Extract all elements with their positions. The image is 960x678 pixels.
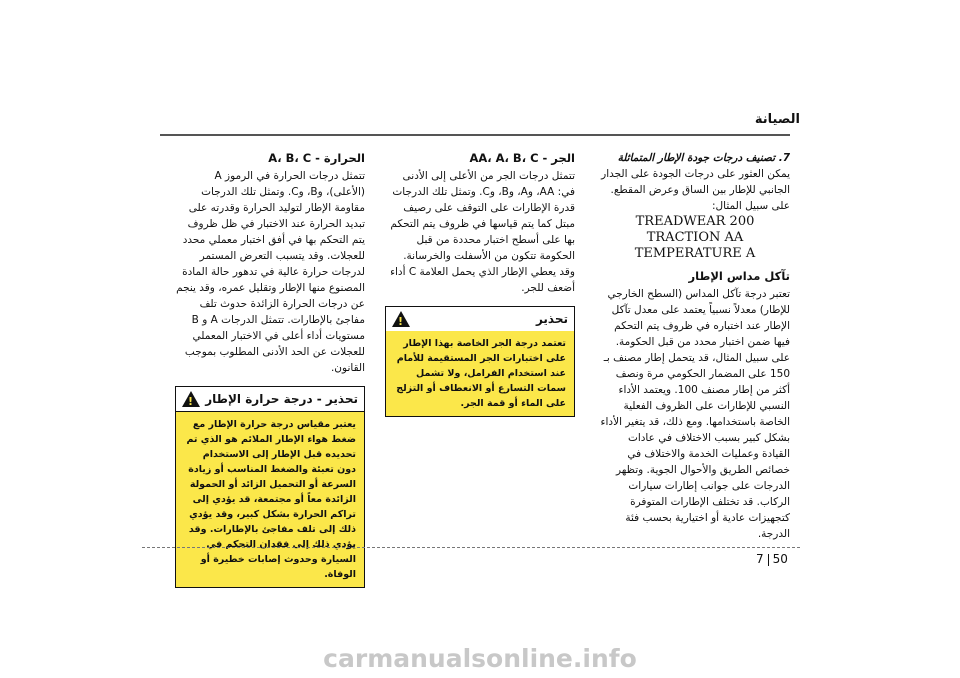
tread-quality-title: تصنيف درجات جودة الإطار المتماثلة <box>617 152 776 164</box>
treadwear-subheading: تآكل مداس الإطار <box>688 269 790 283</box>
traction-body: تتمثل درجات الجر من الأعلى إلى الأدنى في: AA، وA، وB، وC. وتمثل تلك الدرجات قدرة الإطارات على التوقف على رصيف مبتل كما يتم قياسها في ظروف يتم التحكم بها على أسطح اختبار محددة من قبل الحكومة تتكون من الأسفلت والخرسانة. وقد يعطي الإطار الذي يحمل العلامة C أداء أضعف للجر. <box>390 170 575 294</box>
column-tread-quality <box>600 150 790 542</box>
temperature-heading: الحرارة - A، B، C <box>268 151 365 165</box>
watermark: carmanualsonline.info <box>323 644 637 673</box>
temperature-value: TEMPERATURE A <box>634 246 756 261</box>
traction-heading: الجر - AA، A، B، C <box>469 151 575 165</box>
traction-warning-body: تعتمد درجة الجر الخاصة بهذا الإطار على اختبارات الجر المستقيمة للأمام عند استخدام الفرامل، ولا تشمل سمات التسارع أو الانعطاف أو التزلج على الماء أو قمة الجر. <box>386 331 574 416</box>
bottom-divider <box>142 547 800 548</box>
temperature-warning-header <box>176 387 364 412</box>
top-divider <box>160 134 790 136</box>
section-title: الصيانة <box>754 112 800 127</box>
tread-quality-intro: يمكن العثور على درجات الجودة على الجدار الجانبي للإطار بين الساق وعرض المقطع. <box>601 168 790 196</box>
temperature-warning-body: يعتبر مقياس درجة حرارة الإطار مع ضغط هواء الإطار الملائم هو الذي تم تحديده قبل الإطار إلى الاستخدام دون تعبئة والضغط المناسب أو زيادة السرعة أو التحميل الزائد أو الحمولة الزائدة معاً أو مجتمعة، قد يؤدي إلى تراكم الحرارة بشكل كبير، وقد يؤدي ذلك إلى تلف مفاجئ بالإطارات. وقد يؤدي ذلك إلى فقدان التحكم في السيارة وحدوث إصابات خطيرة أو الوفاة. <box>176 412 364 587</box>
temperature-warning-title: تحذير - درجة حرارة الإطار <box>205 392 358 406</box>
traction-warning-header <box>386 307 574 331</box>
chapter-number: 7 <box>756 552 764 566</box>
traction-warning-title: تحذير <box>535 312 568 326</box>
traction-value: TRACTION AA <box>646 230 744 245</box>
page-number-value: 50 <box>772 552 788 566</box>
item-number: 7. <box>778 152 790 164</box>
column-traction <box>385 150 575 417</box>
treadwear-value: TREADWEAR 200 <box>635 214 755 229</box>
temperature-warning-box <box>175 386 365 588</box>
traction-warning-box <box>385 306 575 417</box>
tread-quality-heading <box>600 150 790 166</box>
example-label: على سبيل المثال: <box>712 200 790 212</box>
page-number <box>756 552 788 566</box>
warning-triangle-icon: ! <box>392 311 410 327</box>
warning-triangle-icon: ! <box>182 391 200 407</box>
treadwear-body: تعتبر درجة تآكل المداس (السطح الخارجي للإطار) معدلاً نسبياً يعتمد على معدل تآكل الإطار عند اختباره في ظروف يتم التحكم فيها ضمن اختبار محدد من قبل الحكومة. على سبيل المثال، قد يتحمل إطار مصنف بـ 150 على المضمار الحكومي مرة ونصف أكثر من إطار مصنف 100. ويعتمد الأداء النسبي للإطارات على الظروف الفعلية الخاصة باستخدامها. ومع ذلك، قد يتغير الأداء بشكل كبير بسبب الاختلاف في عادات القيادة وعمليات الخدمة والاختلاف في خصائص الطريق والأحوال الجوية. وتظهر الدرجات على جوانب إطارات سيارات الركاب. قد تختلف الإطارات المتوفرة كتجهيزات عادية أو اختيارية بحسب فئة الدرجة. <box>600 288 790 540</box>
temperature-body: تتمثل درجات الحرارة في الرموز A (الأعلى)، وB، وC. وتمثل تلك الدرجات مقاومة الإطار لتوليد الحرارة وقدرته على تبديد الحرارة عند الاختبار في ظل ظروف يتم التحكم بها في أفق اختبار معملي محدد للعجلات. وقد يتسبب التعرض المستمر لدرجات حرارة عالية في تدهور حالة المادة المصنوع منها الإطار وتقليل عمره، وقد ينجم عن درجات الحرارة الزائدة حدوث تلف مفاجئ بالإطارات. تتمثل الدرجات A و B مستويات أداء أعلى في الاختبار المعملي للعجلات عن الحد الأدنى المطلوب بموجب القانون. <box>176 170 365 374</box>
column-temperature <box>175 150 365 588</box>
page-separator <box>768 554 769 566</box>
